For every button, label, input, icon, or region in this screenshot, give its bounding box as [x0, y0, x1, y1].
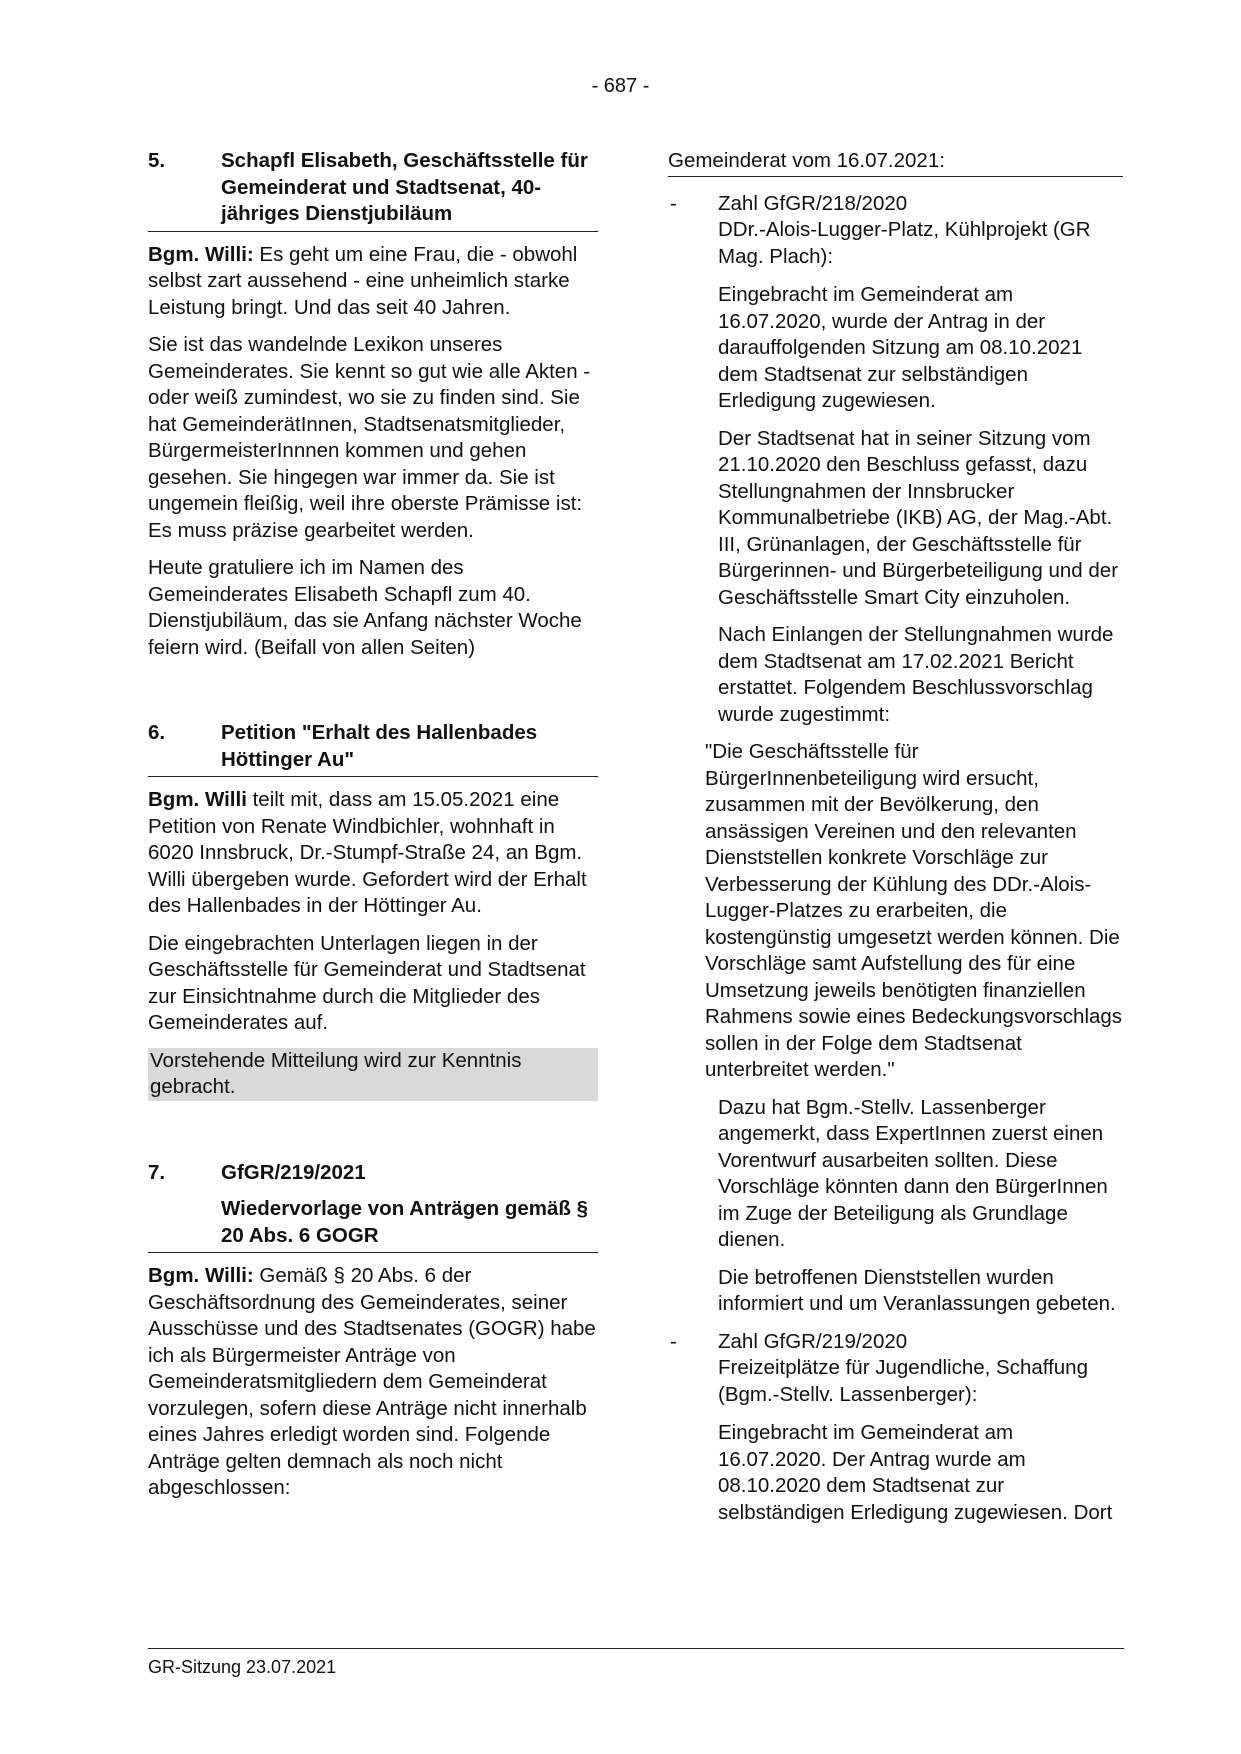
paragraph-text: Gemäß § 20 Abs. 6 der Geschäftsordnung des Gemeinderates, seiner Ausschüsse und des Stadtsenates (GOGR) habe ich als Bürgermeister Anträge von Gemeinderatsmitgliedern dem Gemeinderat vorzulegen, sofern diese Anträge nicht innerhalb eines Jahres erledigt worden sind. Folgende Anträge gelten demnach als noch nicht abgeschlossen: [148, 1264, 596, 1499]
section-7-heading [148, 1160, 598, 1187]
section-5-number: 5. [148, 149, 166, 172]
motion-item-1 [668, 191, 1123, 271]
section-6-paragraph-1 [148, 787, 598, 920]
list-dash: - [670, 191, 677, 215]
motion-2-title: Freizeitplätze für Jugendliche, Schaffung (Bgm.-Stellv. Lassenberger): [718, 1356, 1088, 1406]
paragraph-text: Es geht um eine Frau, die - obwohl selbst zart aussehend - eine unheimlich starke Leistung bringt. Und das seit 40 Jahren. [148, 242, 578, 319]
section-6-heading [148, 720, 598, 777]
paragraph-text: teilt mit, dass am 15.05.2021 eine Petition von Renate Windbichler, wohnhaft in 6020 Innsbruck, Dr.-Stumpf-Straße 24, an Bgm. Willi übergeben wurde. Gefordert wird der Erhalt des Hallenbades in der Höttinger Au. [148, 788, 587, 917]
section-5-heading [148, 148, 598, 232]
motion-item-2 [668, 1329, 1123, 1409]
motion-1-paragraph-5: Die betroffenen Dienststellen wurden informiert und um Veranlassungen gebeten. [718, 1265, 1116, 1315]
footer-divider [148, 1648, 1124, 1649]
speaker-name: Bgm. Willi: [148, 1264, 254, 1287]
motion-item-2-header [718, 1329, 1123, 1409]
spacer [148, 672, 598, 720]
section-6-resolution-note: Vorstehende Mitteilung wird zur Kenntnis gebracht. [148, 1048, 598, 1101]
left-column [148, 148, 598, 1513]
section-7-title: GfGR/219/2021 [221, 1160, 366, 1184]
motion-2-paragraph-1: Eingebracht im Gemeinderat am 16.07.2020. Der Antrag wurde am 08.10.2020 dem Stadtsenat zur selbständigen Erledigung zugewiesen. Dort [718, 1421, 1113, 1524]
section-7-number: 7. [148, 1160, 166, 1184]
speaker-name: Bgm. Willi: [148, 242, 254, 266]
motion-1-number: Zahl GfGR/218/2020 [718, 191, 908, 215]
section-7-subheading [148, 1196, 598, 1253]
spacer [148, 1112, 598, 1160]
motion-1-paragraph-2: Der Stadtsenat hat in seiner Sitzung vom 21.10.2020 den Beschluss gefasst, dazu Stellungnahmen der Innsbrucker Kommunalbetriebe (IKB) AG, der Mag.-Abt. III, Grünanlagen, der Geschäftsstelle für Bürgerinnen- und Bürgerbeteiligung und der Geschäftsstelle Smart City einzuholen. [718, 426, 1119, 609]
footer-session-date: GR-Sitzung 23.07.2021 [148, 1657, 337, 1677]
motion-item-1-header [718, 191, 1123, 271]
motion-1-paragraph-1: Eingebracht im Gemeinderat am 16.07.2020, wurde der Antrag in der darauffolgenden Sitzung am 08.10.2021 dem Stadtsenat zur selbständigen Erledigung zugewiesen. [718, 283, 1083, 412]
right-column [668, 148, 1123, 1537]
council-meeting-heading: Gemeinderat vom 16.07.2021: [668, 148, 1123, 177]
section-7-paragraph-1 [148, 1263, 598, 1502]
motion-1-paragraph-3: Nach Einlangen der Stellungnahmen wurde dem Stadtsenat am 17.02.2021 Bericht erstattet. Folgendem Beschlussvorschlag wurde zugestimmt: [718, 623, 1114, 726]
list-dash: - [670, 1329, 677, 1353]
section-5-paragraph-3: Heute gratuliere ich im Namen des Gemeinderates Elisabeth Schapfl zum 40. Dienstjubiläum, das sie Anfang nächster Woche feiern wird. (Beifall von allen Seiten) [148, 556, 582, 659]
section-7-subtitle: Wiedervorlage von Anträgen gemäß § 20 Abs. 6 GOGR [221, 1197, 589, 1247]
page-number: - 687 - [591, 75, 650, 97]
motion-1-title: DDr.-Alois-Lugger-Platz, Kühlprojekt (GR Mag. Plach): [718, 218, 1091, 268]
section-6-number: 6. [148, 721, 166, 744]
section-6-paragraph-2: Die eingebrachten Unterlagen liegen in der Geschäftsstelle für Gemeinderat und Stadtsenat zur Einsichtnahme durch die Mitglieder des Gemeinderates auf. [148, 931, 586, 1034]
section-6-title: Petition "Erhalt des Hallenbades Höttinger Au" [221, 721, 538, 771]
section-5-title: Schapfl Elisabeth, Geschäftsstelle für Gemeinderat und Stadtsenat, 40-jähriges Dienstjubiläum [221, 149, 588, 225]
motion-2-number: Zahl GfGR/219/2020 [718, 1329, 908, 1353]
motion-1-paragraph-4: Dazu hat Bgm.-Stellv. Lassenberger angemerkt, dass ExpertInnen zuerst einen Vorentwurf ausarbeiten sollten. Diese Vorschläge könnten dann den BürgerInnen im Zuge der Beteiligung als Grundlage dienen. [718, 1095, 1108, 1251]
section-5-paragraph-1 [148, 242, 598, 322]
section-5-paragraph-2: Sie ist das wandelnde Lexikon unseres Gemeinderates. Sie kennt so gut wie alle Akten - oder weiß zumindest, wo sie zu finden sind. Sie hat GemeinderätInnen, Stadtsenatsmitglieder, BürgermeisterInnnen kommen und gehen gesehen. Sie hingegen war immer da. Sie ist ungemein fleißig, weil ihre oberste Prämisse ist: Es muss präzise gearbeitet werden. [148, 333, 591, 542]
speaker-name: Bgm. Willi [148, 788, 247, 811]
motion-1-resolution-quote: "Die Geschäftsstelle für BürgerInnenbeteiligung wird ersucht, zusammen mit der Bevölkerung, den ansässigen Vereinen und den relevanten Dienststellen konkrete Vorschläge zur Verbesserung der Kühlung des DDr.-Alois-Lugger-Platzes zu erarbeiten, die kostengünstig umgesetzt werden können. Die Vorschläge samt Aufstellung des für eine Umsetzung jeweils benötigten finanziellen Rahmens sowie eines Bedeckungsvorschlags sollen in der Folge dem Stadtsenat unterbreitet werden." [705, 740, 1123, 1081]
